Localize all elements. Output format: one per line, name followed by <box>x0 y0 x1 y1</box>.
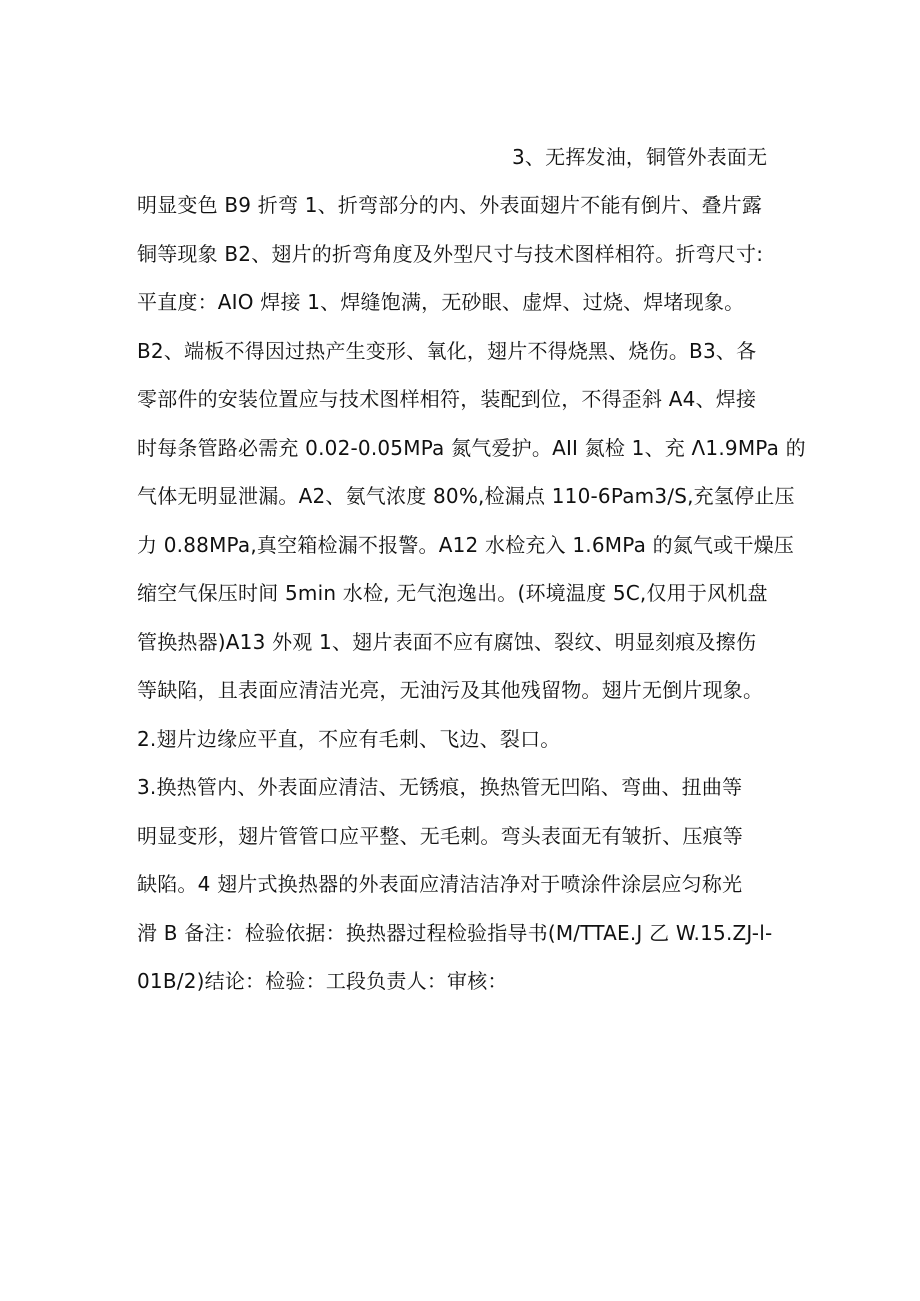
text-line: 明显变形，翅片管管口应平整、无毛刺。弯头表面无有皱折、压痕等 <box>137 824 743 848</box>
text-line: 时每条管路必需充 0.02-0.05MPa 氮气爱护。AII 氮检 1、充 Λ1.9MPa 的 <box>137 436 806 460</box>
text-line: 力 0.88MPa,真空箱检漏不报警。A12 水检充入 1.6MPa 的氮气或干燥压 <box>137 533 795 557</box>
text-line: 缺陷。4 翅片式换热器的外表面应清洁洁净对于喷涂件涂层应匀称光 <box>137 872 743 896</box>
text-line: 3.换热管内、外表面应清洁、无锈痕，换热管无凹陷、弯曲、扭曲等 <box>137 775 743 799</box>
text-line: 平直度：AIO 焊接 1、焊缝饱满，无砂眼、虚焊、过烧、焊堵现象。 <box>137 290 745 314</box>
text-line: 滑 B 备注：检验依据：换热器过程检验指导书(M/TTAE.J 乙 W.15.ZJ-l- <box>137 921 773 945</box>
text-line: 等缺陷，且表面应清洁光亮，无油污及其他残留物。翅片无倒片现象。 <box>137 678 764 702</box>
text-line: 2.翅片边缘应平直，不应有毛刺、飞边、裂口。 <box>137 727 561 751</box>
text-line: 缩空气保压时间 5min 水检, 无气泡逸出。(环境温度 5C,仅用于风机盘 <box>137 581 768 605</box>
text-line: 管换热器)A13 外观 1、翅片表面不应有腐蚀、裂纹、明显刻痕及擦伤 <box>137 630 757 654</box>
text-line: 3、无挥发油，铜管外表面无 <box>512 145 768 169</box>
text-line: B2、端板不得因过热产生变形、氧化，翅片不得烧黑、烧伤。B3、各 <box>137 339 757 363</box>
text-line: 零部件的安装位置应与技术图样相符，装配到位，不得歪斜 A4、焊接 <box>137 387 757 411</box>
text-line: 01B/2)结论：检验：工段负责人：审核： <box>137 969 508 993</box>
text-line: 气体无明显泄漏。A2、氨气浓度 80%,检漏点 110-6Pam3∕S,充氢停止压 <box>137 484 795 508</box>
text-line: 明显变色 B9 折弯 1、折弯部分的内、外表面翅片不能有倒片、叠片露 <box>137 193 763 217</box>
text-line: 铜等现象 B2、翅片的折弯角度及外型尺寸与技术图样相符。折弯尺寸: <box>137 242 764 266</box>
